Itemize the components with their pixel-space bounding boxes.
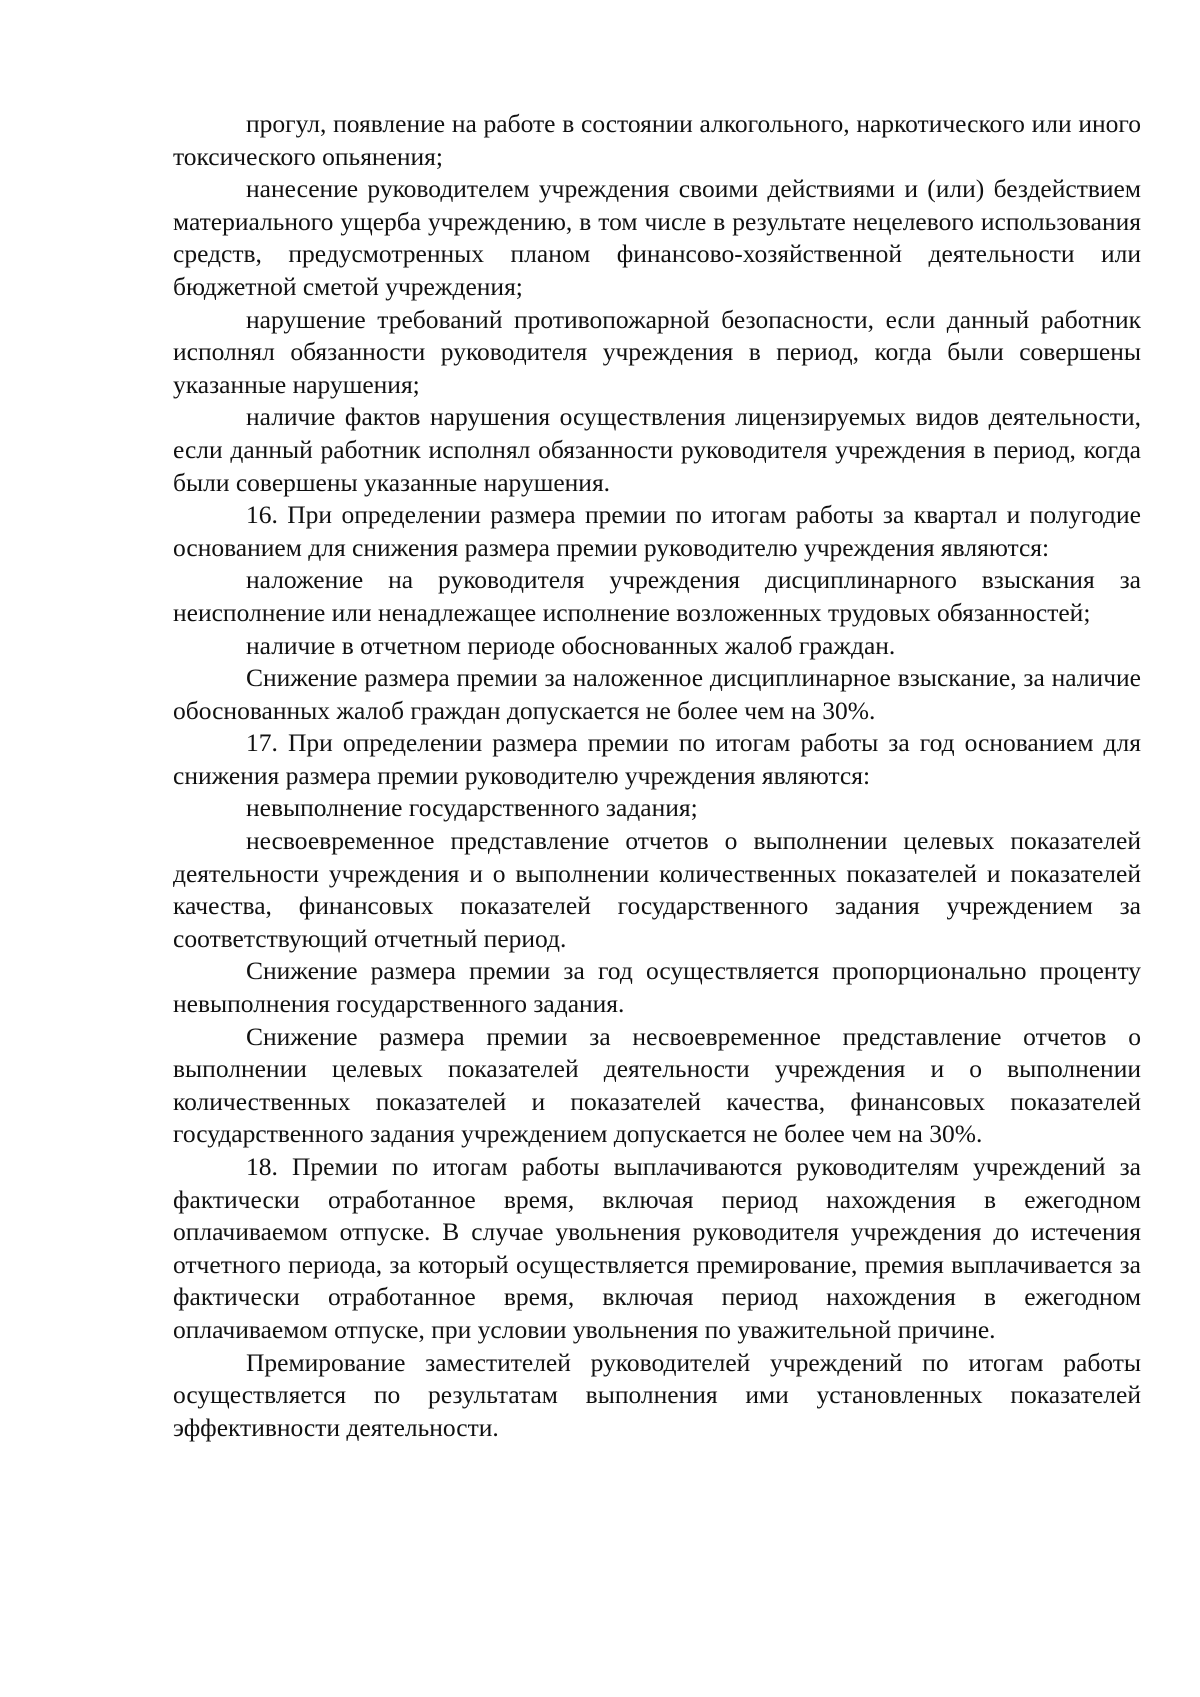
paragraph-item-17: 17. При определении размера премии по итогам работы за год основанием для снижения размера премии руководителю учреждения являются: (173, 728, 1141, 790)
paragraph-material-damage: нанесение руководителем учреждения своими действиями и (или) бездействием материального ущерба учреждению, в том числе в результате нецелевого использования средств, предусмотренных планом финансово-хозяйственной деятельности или бюджетной сметой учреждения; (173, 174, 1141, 301)
paragraph-disciplinary-penalty: наложение на руководителя учреждения дисциплинарного взыскания за неисполнение или ненадлежащее исполнение возложенных трудовых обязанностей; (173, 565, 1141, 627)
paragraph-late-reports: несвоевременное представление отчетов о выполнении целевых показателей деятельности учреждения и о выполнении количественных показателей и показателей качества, финансовых показателей государственного задания учреждением за соответствующий отчетный период. (173, 826, 1141, 953)
paragraph-truancy: прогул, появление на работе в состоянии алкогольного, наркотического или иного токсического опьянения; (173, 109, 1141, 171)
paragraph-fire-safety: нарушение требований противопожарной безопасности, если данный работник исполнял обязанности руководителя учреждения в период, когда были совершены указанные нарушения; (173, 304, 1141, 399)
paragraph-deputies-bonus: Премирование заместителей руководителей учреждений по итогам работы осуществляется по результатам выполнения ими установленных показателей эффективности деятельности. (173, 1347, 1141, 1442)
paragraph-item-16: 16. При определении размера премии по итогам работы за квартал и полугодие основанием для снижения размера премии руководителю учреждения являются: (173, 500, 1141, 562)
paragraph-state-task-failure: невыполнение государственного задания; (246, 793, 698, 823)
paragraph-late-reports-reduction: Снижение размера премии за несвоевременное представление отчетов о выполнении целевых показателей деятельности учреждения и о выполнении количественных показателей и показателей качества, финансовых показателей государственного задания учреждением допускается не более чем на 30%. (173, 1021, 1141, 1149)
paragraph-licensing-violations: наличие фактов нарушения осуществления лицензируемых видов деятельности, если данный работник исполнял обязанности руководителя учреждения в период, когда были совершены указанные нарушения. (173, 402, 1141, 497)
paragraph-citizen-complaints: наличие в отчетном периоде обоснованных жалоб граждан. (246, 630, 896, 660)
paragraph-item-18: 18. Премии по итогам работы выплачиваются руководителям учреждений за фактически отработанное время, включая период нахождения в ежегодном оплачиваемом отпуске. В случае увольнения руководителя учреждения до истечения отчетного периода, за который осуществляется премирование, премия выплачивается за фактически отработанное время, включая период нахождения в ежегодном оплачиваемом отпуске, при условии увольнения по уважительной причине. (173, 1152, 1141, 1344)
document-page (173, 108, 1141, 1444)
paragraph-proportional-reduction: Снижение размера премии за год осуществляется пропорционально проценту невыполнения государственного задания. (173, 956, 1141, 1019)
paragraph-reduction-30-percent: Снижение размера премии за наложенное дисциплинарное взыскание, за наличие обоснованных жалоб граждан допускается не более чем на 30%. (173, 663, 1141, 725)
